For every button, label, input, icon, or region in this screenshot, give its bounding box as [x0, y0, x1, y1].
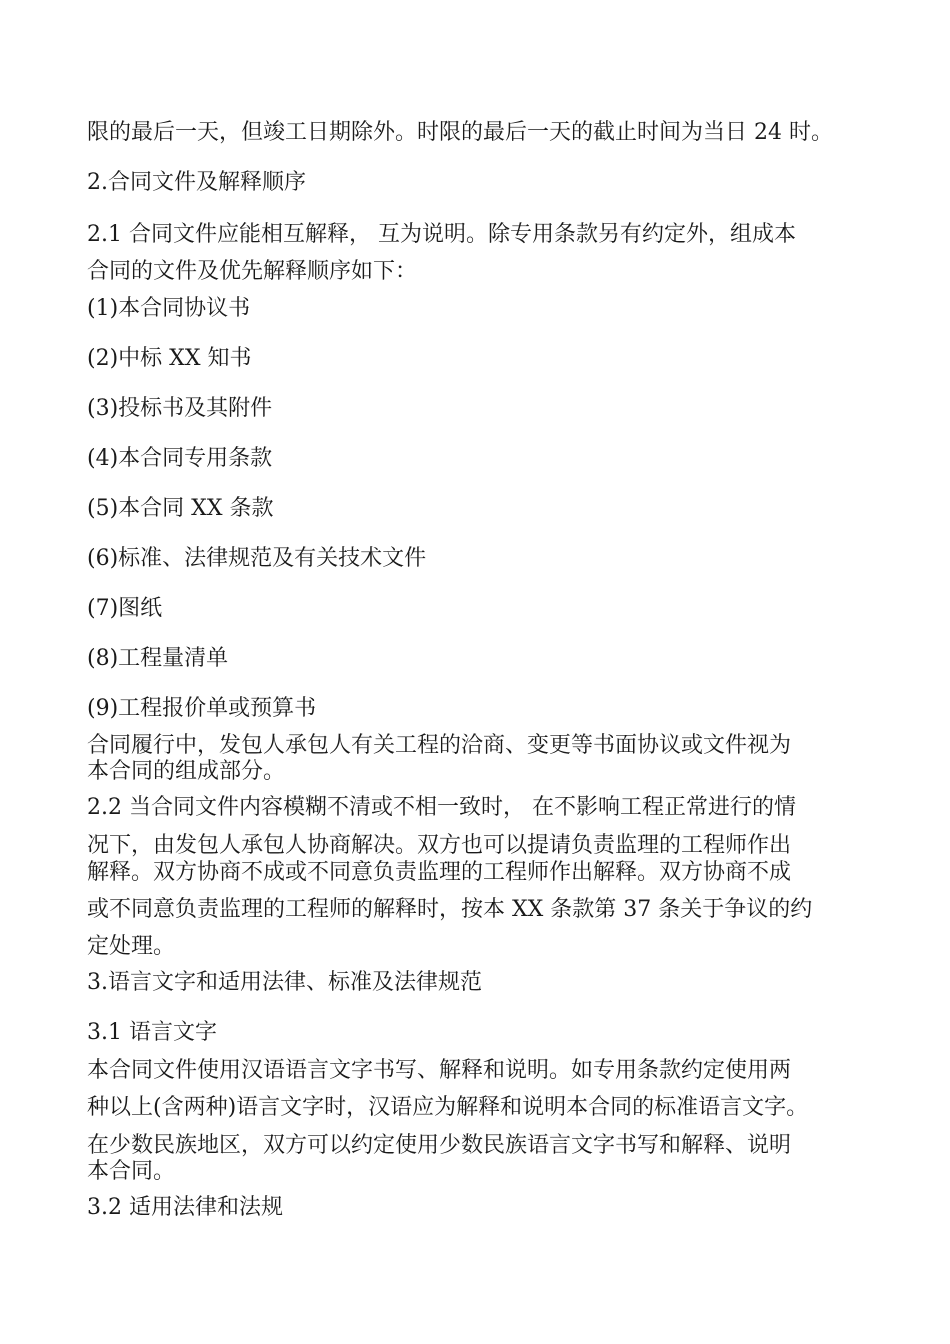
- list-item: (3)投标书及其附件: [87, 396, 273, 421]
- text-line: 本合同的组成部分。: [87, 759, 286, 784]
- text-line: 况下，由发包人承包人协商解决。双方也可以提请负责监理的工程师作出: [87, 833, 792, 858]
- text-line: 解释。双方协商不成或不同意负责监理的工程师作出解释。双方协商不成: [87, 860, 792, 885]
- list-item: (4)本合同专用条款: [87, 446, 273, 471]
- text-line: 定处理。: [87, 934, 176, 959]
- text-line: 合同履行中，发包人承包人有关工程的洽商、变更等书面协议或文件视为: [87, 733, 792, 758]
- list-item: (5)本合同 XX 条款: [87, 496, 274, 521]
- text-line: 或不同意负责监理的工程师的解释时，按本 XX 条款第 37 条关于争议的约: [87, 897, 813, 922]
- text-line: 2.2 当合同文件内容模糊不清或不相一致时， 在不影响工程正常进行的情: [87, 795, 796, 820]
- text-line: 在少数民族地区，双方可以约定使用少数民族语言文字书写和解释、说明: [87, 1133, 792, 1158]
- text-line: 合同的文件及优先解释顺序如下：: [87, 259, 418, 284]
- text-line: 限的最后一天，但竣工日期除外。时限的最后一天的截止时间为当日 24 时。: [87, 120, 833, 145]
- subsection-heading: 3.1 语言文字: [87, 1020, 217, 1045]
- list-item: (1)本合同协议书: [87, 296, 251, 321]
- section-heading: 3.语言文字和适用法律、标准及法律规范: [87, 970, 482, 995]
- section-heading: 2.合同文件及解释顺序: [87, 170, 306, 195]
- list-item: (9)工程报价单或预算书: [87, 696, 317, 721]
- text-line: 种以上(含两种)语言文字时，汉语应为解释和说明本合同的标准语言文字。: [87, 1095, 809, 1120]
- list-item: (6)标准、法律规范及有关技术文件: [87, 546, 427, 571]
- text-line: 2.1 合同文件应能相互解释， 互为说明。除专用条款另有约定外，组成本: [87, 222, 796, 247]
- subsection-heading: 3.2 适用法律和法规: [87, 1195, 283, 1220]
- list-item: (8)工程量清单: [87, 646, 229, 671]
- list-item: (7)图纸: [87, 596, 163, 621]
- text-line: 本合同文件使用汉语语言文字书写、解释和说明。如专用条款约定使用两: [87, 1058, 792, 1083]
- list-item: (2)中标 XX 知书: [87, 346, 252, 371]
- text-line: 本合同。: [87, 1159, 176, 1184]
